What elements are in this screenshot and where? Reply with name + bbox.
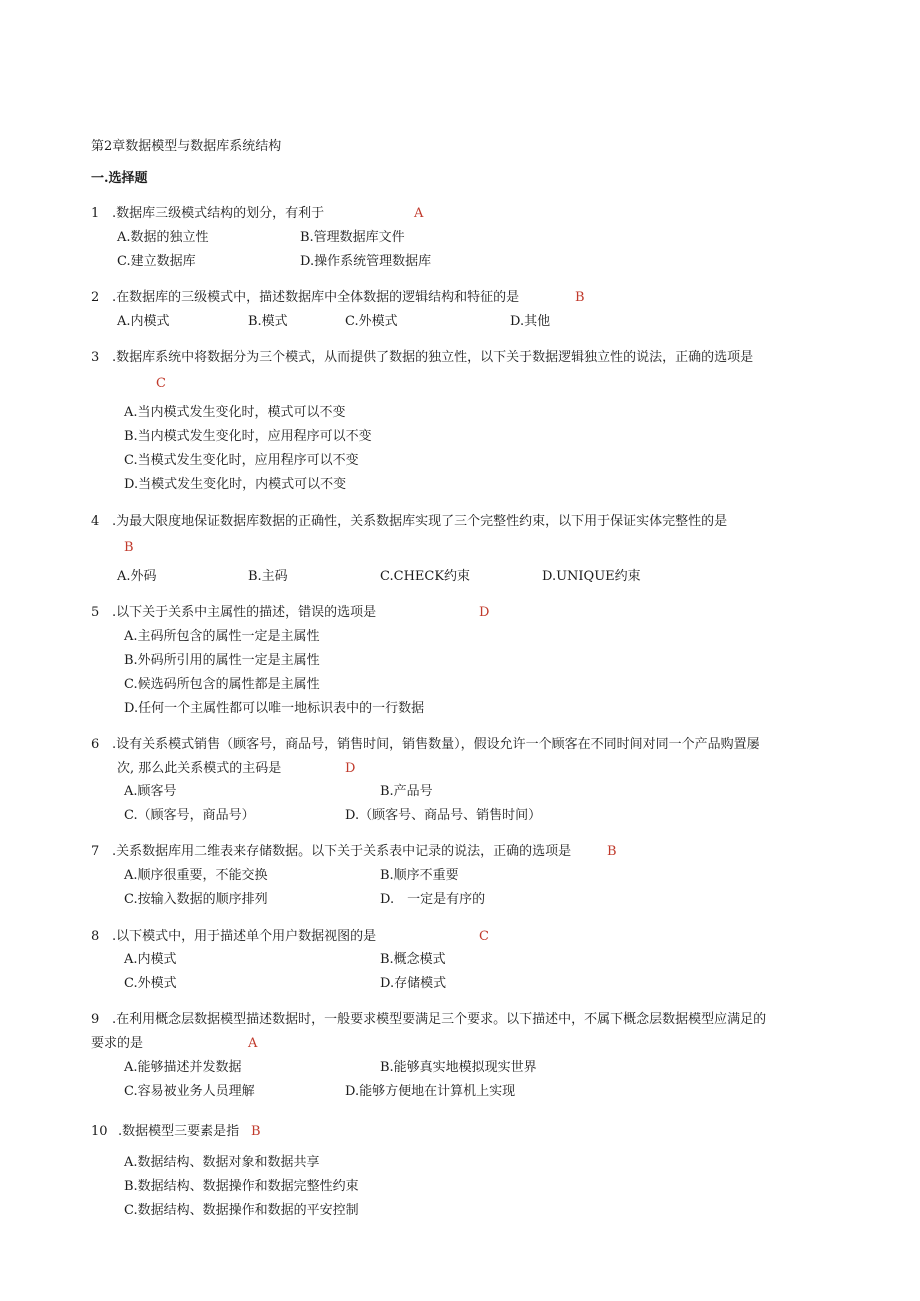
option-d: D.当模式发生变化时，内模式可以不变 bbox=[124, 477, 347, 492]
option-b: B.能够真实地模拟现实世界 bbox=[380, 1060, 537, 1075]
option-a: A.顺序很重要，不能交换 bbox=[124, 868, 268, 883]
question-stem: .为最大限度地保证数据库数据的正确性，关系数据库实现了三个完整性约束，以下用于保证实体完整性的是 bbox=[112, 514, 728, 529]
option-c: C.外模式 bbox=[124, 976, 177, 991]
option-b: B.顺序不重要 bbox=[380, 868, 459, 883]
option-b: B.概念模式 bbox=[380, 952, 446, 967]
option-b: B.数据结构、数据操作和数据完整性约束 bbox=[124, 1179, 359, 1194]
question-stem: .关系数据库用二维表来存储数据。以下关于关系表中记录的说法，正确的选项是 bbox=[112, 844, 572, 859]
option-b: B.当内模式发生变化时，应用程序可以不变 bbox=[124, 429, 372, 444]
answer-key: B bbox=[607, 844, 617, 859]
option-a: A.数据的独立性 bbox=[117, 230, 209, 245]
question-stem: .数据模型三要素是指 bbox=[118, 1124, 240, 1139]
answer-key: D bbox=[345, 761, 356, 776]
option-c: C.（顾客号，商品号） bbox=[124, 808, 255, 823]
option-a: A.主码所包含的属性一定是主属性 bbox=[124, 629, 320, 644]
question-number: 10 bbox=[91, 1124, 108, 1139]
option-c: C.候选码所包含的属性都是主属性 bbox=[124, 677, 320, 692]
option-a: A.数据结构、数据对象和数据共享 bbox=[124, 1155, 320, 1170]
question-number: 2 bbox=[91, 290, 100, 305]
section-heading: 一.选择题 bbox=[91, 171, 148, 186]
option-a: A.当内模式发生变化时，模式可以不变 bbox=[124, 405, 346, 420]
option-a: A.内模式 bbox=[124, 952, 177, 967]
option-a: A.顾客号 bbox=[124, 784, 177, 799]
option-d: D.任何一个主属性都可以唯一地标识表中的一行数据 bbox=[124, 701, 425, 716]
question-stem: .在利用概念层数据模型描述数据时，一般要求模型要满足三个要求。以下描述中，不属下概念层数据模型应满足的 bbox=[112, 1012, 767, 1027]
answer-key: A bbox=[414, 206, 424, 221]
answer-key: C bbox=[479, 929, 489, 944]
option-c: C.CHECK约束 bbox=[380, 569, 471, 584]
question-number: 4 bbox=[91, 514, 100, 529]
option-c: C.按输入数据的顺序排列 bbox=[124, 892, 268, 907]
option-a: A.能够描述并发数据 bbox=[124, 1060, 242, 1075]
question-stem-continued: 次, 那么此关系模式的主码是 bbox=[117, 761, 282, 776]
option-c: C.容易被业务人员理解 bbox=[124, 1084, 255, 1099]
question-number: 1 bbox=[91, 206, 100, 221]
option-b: B.主码 bbox=[248, 569, 288, 584]
question-stem: .以下模式中，用于描述单个用户数据视图的是 bbox=[112, 929, 377, 944]
option-d: D.操作系统管理数据库 bbox=[300, 254, 432, 269]
option-c: C.当模式发生变化时，应用程序可以不变 bbox=[124, 453, 359, 468]
option-c: C.建立数据库 bbox=[117, 254, 196, 269]
option-d: D.UNIQUE约束 bbox=[542, 569, 641, 584]
option-d: D.其他 bbox=[510, 314, 551, 329]
option-b: B.模式 bbox=[248, 314, 288, 329]
option-c: C.数据结构、数据操作和数据的平安控制 bbox=[124, 1203, 359, 1218]
answer-key: B bbox=[251, 1124, 261, 1139]
question-stem-continued: 要求的是 bbox=[91, 1036, 144, 1051]
answer-key: C bbox=[156, 376, 166, 391]
option-d: D.（顾客号、商品号、销售时间） bbox=[345, 808, 542, 823]
answer-key: B bbox=[575, 290, 585, 305]
answer-key: A bbox=[248, 1036, 258, 1051]
chapter-title: 第2章数据模型与数据库系统结构 bbox=[91, 139, 282, 154]
question-stem: .数据库系统中将数据分为三个模式，从而提供了数据的独立性，以下关于数据逻辑独立性的说法，正确的选项是 bbox=[112, 350, 754, 365]
option-b: B.外码所引用的属性一定是主属性 bbox=[124, 653, 320, 668]
question-stem: .设有关系模式销售（顾客号，商品号，销售时间，销售数量），假设允许一个顾客在不同时间对同一个产品购置屡 bbox=[112, 737, 760, 752]
question-number: 5 bbox=[91, 605, 100, 620]
question-number: 6 bbox=[91, 737, 100, 752]
option-b: B.管理数据库文件 bbox=[300, 230, 405, 245]
option-a: A.外码 bbox=[117, 569, 157, 584]
question-number: 9 bbox=[91, 1012, 100, 1027]
option-c: C.外模式 bbox=[345, 314, 398, 329]
question-number: 7 bbox=[91, 844, 100, 859]
option-b: B.产品号 bbox=[380, 784, 433, 799]
question-number: 3 bbox=[91, 350, 100, 365]
option-d: D. 一定是有序的 bbox=[380, 892, 486, 907]
option-d: D.能够方便地在计算机上实现 bbox=[345, 1084, 516, 1099]
answer-key: B bbox=[124, 540, 134, 555]
question-stem: .数据库三级模式结构的划分，有利于 bbox=[112, 206, 325, 221]
question-stem: .以下关于关系中主属性的描述，错误的选项是 bbox=[112, 605, 377, 620]
answer-key: D bbox=[479, 605, 490, 620]
option-a: A.内模式 bbox=[117, 314, 170, 329]
question-stem: .在数据库的三级模式中，描述数据库中全体数据的逻辑结构和特征的是 bbox=[112, 290, 520, 305]
question-number: 8 bbox=[91, 929, 100, 944]
option-d: D.存储模式 bbox=[380, 976, 447, 991]
